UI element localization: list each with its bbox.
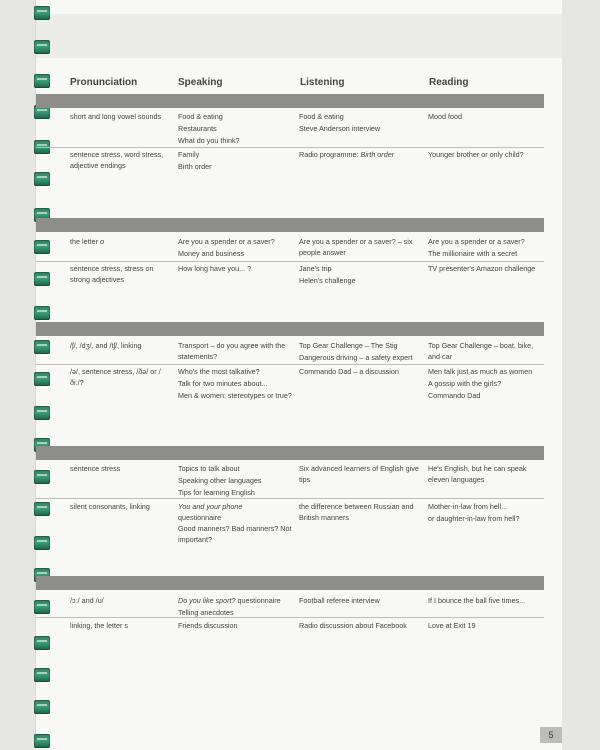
pronunciation-cell: /ə/, sentence stress, /ðə/ or /ðiː/? bbox=[70, 367, 161, 387]
binding-ring bbox=[34, 502, 50, 516]
section-band bbox=[36, 446, 544, 460]
binding-ring bbox=[34, 240, 50, 254]
speaking-item: Transport – do you agree with the statements? bbox=[178, 341, 286, 361]
speaking-cell bbox=[178, 367, 296, 402]
binding-ring bbox=[34, 272, 50, 286]
header-listening: Listening bbox=[300, 77, 345, 88]
binding-ring bbox=[34, 172, 50, 186]
speaking-cell bbox=[178, 264, 296, 276]
binding-ring bbox=[34, 340, 50, 354]
speaking-item: Birth order bbox=[178, 161, 212, 171]
binding-ring bbox=[34, 6, 50, 20]
reading-item: A gossip with the girls? bbox=[428, 378, 502, 388]
pronunciation-cell: /ʃ/, /dʒ/, and /tʃ/, linking bbox=[70, 341, 142, 350]
listening-item: the difference between Russian and British manners bbox=[299, 502, 414, 522]
reading-item: Top Gear Challenge – boat, bike, and car bbox=[428, 341, 534, 361]
speaking-item: Who's the most talkative? bbox=[178, 367, 260, 376]
pronunciation-cell: sentence stress bbox=[70, 464, 121, 473]
spiral-binding bbox=[0, 0, 60, 750]
binding-ring bbox=[34, 536, 50, 550]
reading-item: He's English, but he can speak eleven languages bbox=[428, 464, 527, 484]
speaking-title: You and your phone bbox=[178, 502, 243, 511]
speaking-item: How long have you... ? bbox=[178, 264, 252, 273]
reading-item: TV presenter's Amazon challenge bbox=[428, 264, 536, 273]
listening-cell bbox=[299, 621, 423, 633]
section-band bbox=[36, 94, 544, 108]
reading-cell bbox=[428, 621, 544, 633]
header-pronunciation: Pronunciation bbox=[70, 77, 138, 88]
listening-cell bbox=[299, 596, 423, 608]
speaking-cell bbox=[178, 237, 296, 261]
row-divider bbox=[36, 498, 544, 499]
binding-ring bbox=[34, 372, 50, 386]
binding-ring bbox=[34, 40, 50, 54]
reading-cell bbox=[428, 464, 544, 486]
listening-item: Are you a spender or a saver? – six people answer bbox=[299, 237, 413, 257]
listening-cell bbox=[299, 341, 423, 365]
listening-item: Radio discussion about Facebook bbox=[299, 621, 407, 630]
row-divider bbox=[36, 147, 544, 148]
reading-item: The millionaire with a secret bbox=[428, 248, 518, 258]
speaking-item: Telling anecdotes bbox=[178, 607, 234, 617]
listening-item: Top Gear Challenge – The Stig bbox=[299, 341, 398, 350]
reading-cell bbox=[428, 112, 544, 124]
header-speaking: Speaking bbox=[178, 77, 223, 88]
pronunciation-cell: sentence stress, word stress, adjective endings bbox=[70, 150, 164, 170]
reading-item: or daughter-in-law from hell? bbox=[428, 513, 520, 523]
binding-ring bbox=[34, 636, 50, 650]
section-band bbox=[36, 218, 544, 232]
reading-item: Mood food bbox=[428, 112, 462, 121]
reading-cell bbox=[428, 596, 544, 608]
listening-cell bbox=[299, 464, 423, 486]
row-divider bbox=[36, 617, 544, 618]
section-band bbox=[36, 576, 544, 590]
listening-item bbox=[299, 150, 423, 161]
speaking-item: Are you a spender or a saver? bbox=[178, 237, 275, 246]
binding-ring bbox=[34, 74, 50, 88]
listening-title: Birth order bbox=[360, 150, 395, 159]
listening-cell bbox=[299, 112, 423, 136]
reading-cell bbox=[428, 341, 544, 363]
reading-cell bbox=[428, 502, 544, 526]
binding-ring bbox=[34, 600, 50, 614]
speaking-item: Topics to talk about bbox=[178, 464, 240, 473]
binding-ring bbox=[34, 700, 50, 714]
listening-item: Helen's challenge bbox=[299, 275, 356, 285]
row-divider bbox=[36, 364, 544, 365]
reading-cell bbox=[428, 264, 544, 276]
binding-ring bbox=[34, 668, 50, 682]
section-band bbox=[36, 322, 544, 336]
pronunciation-cell: sentence stress, stress on strong adjectives bbox=[70, 264, 154, 284]
pron-letter: o bbox=[99, 237, 104, 246]
reading-item: Love at Exit 19 bbox=[428, 621, 476, 630]
pronunciation-cell: linking, the letter s bbox=[70, 621, 128, 630]
speaking-item: Good manners? Bad manners? Not important? bbox=[178, 524, 292, 544]
header-reading: Reading bbox=[429, 77, 469, 88]
listening-text: Radio programme: bbox=[299, 150, 361, 159]
listening-item: Steve Anderson interview bbox=[299, 123, 381, 133]
reading-cell bbox=[428, 150, 544, 162]
reading-item: Mother-in-law from hell... bbox=[428, 502, 508, 511]
speaking-cell bbox=[178, 621, 296, 633]
page-number: 5 bbox=[540, 727, 562, 743]
speaking-cell bbox=[178, 464, 296, 499]
speaking-item bbox=[178, 502, 296, 523]
speaking-text: questionnaire bbox=[178, 512, 222, 522]
listening-item: Jane's trip bbox=[299, 264, 332, 273]
pronunciation-cell: short and long vowel sounds bbox=[70, 112, 162, 121]
speaking-item: Family bbox=[178, 150, 200, 159]
faded-top-strip bbox=[36, 14, 562, 58]
binding-ring bbox=[34, 306, 50, 320]
binding-ring bbox=[34, 470, 50, 484]
listening-item: Football referee interview bbox=[299, 596, 380, 605]
speaking-item: Food & eating bbox=[178, 112, 223, 121]
listening-cell bbox=[299, 502, 423, 524]
speaking-item bbox=[178, 596, 296, 607]
speaking-item: Friends discussion bbox=[178, 621, 238, 630]
reading-item: Younger brother or only child? bbox=[428, 150, 524, 159]
reading-cell bbox=[428, 367, 544, 402]
reading-cell bbox=[428, 237, 544, 261]
row-divider bbox=[36, 261, 544, 262]
speaking-item: What do you think? bbox=[178, 135, 240, 145]
reading-item: Commando Dad bbox=[428, 390, 481, 400]
speaking-item: Men & women: stereotypes or true? bbox=[178, 390, 292, 400]
speaking-item: Restaurants bbox=[178, 123, 217, 133]
pronunciation-cell: silent consonants, linking bbox=[70, 502, 150, 511]
listening-cell bbox=[299, 264, 423, 288]
pronunciation-cell: /ɔː/ and /ʊ/ bbox=[70, 596, 104, 605]
listening-cell bbox=[299, 367, 423, 379]
speaking-item: Speaking other languages bbox=[178, 475, 262, 485]
binding-ring bbox=[34, 406, 50, 420]
pron-text: the letter bbox=[70, 237, 100, 246]
speaking-text: questionnaire bbox=[235, 596, 281, 605]
speaking-item: Tips for learning English bbox=[178, 487, 255, 497]
speaking-cell bbox=[178, 150, 296, 174]
listening-item: Six advanced learners of English give tips bbox=[299, 464, 419, 484]
reading-item: Are you a spender or a saver? bbox=[428, 237, 525, 246]
speaking-cell bbox=[178, 341, 296, 363]
reading-item: If I bounce the ball five times... bbox=[428, 596, 526, 605]
speaking-cell bbox=[178, 112, 296, 147]
speaking-cell bbox=[178, 502, 296, 547]
listening-item: Commando Dad – a discussion bbox=[299, 367, 399, 376]
listening-cell bbox=[299, 150, 423, 162]
speaking-item: Money and business bbox=[178, 248, 244, 258]
listening-item: Food & eating bbox=[299, 112, 344, 121]
listening-item: Dangerous driving – a safety expert bbox=[299, 352, 413, 362]
speaking-item: Talk for two minutes about... bbox=[178, 378, 268, 388]
reading-item: Men talk just as much as women bbox=[428, 367, 533, 376]
listening-cell bbox=[299, 237, 423, 259]
speaking-title: Do you like sport? bbox=[178, 596, 236, 605]
pronunciation-cell bbox=[70, 237, 170, 248]
binding-ring bbox=[34, 734, 50, 748]
